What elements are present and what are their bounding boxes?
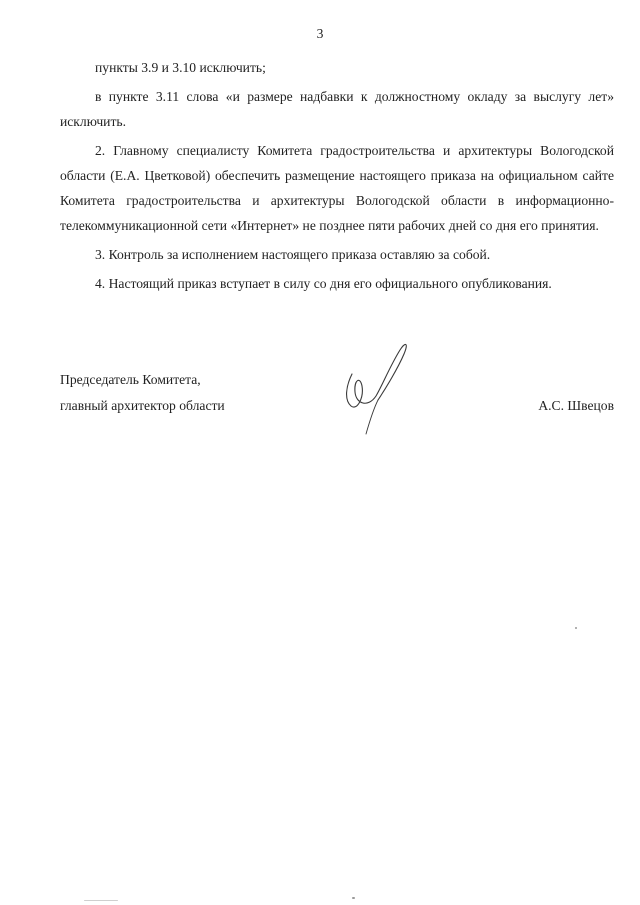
scan-artifact [352, 897, 355, 899]
scan-artifact [84, 900, 118, 901]
paragraph-item-3-11-amendment: в пункте 3.11 слова «и размере надбавки к должностному окладу за выслугу лет» исключить. [60, 88, 614, 129]
paragraph-control-clause: 3. Контроль за исполнением настоящего приказа оставляю за собой. [95, 246, 491, 262]
paragraph-publication-order: 2. Главному специалисту Комитета градостроительства и архитектуры Вологодской области (Е.А. Цветковой) обеспечить размещение настоящего приказа на официальном сайте Комитета градостроительства и архитектуры Вологодской области в информационно-телекоммуникационной сети «Интернет» не позднее пяти рабочих дней со дня его принятия. [60, 142, 614, 234]
page-number: 3 [316, 26, 324, 41]
document-body [60, 55, 614, 299]
signatory-title-line-1: Председатель Комитета, [60, 372, 201, 387]
signatory-title-line-2: главный архитектор области [60, 398, 225, 413]
paragraph-items-exclusion: пункты 3.9 и 3.10 исключить; [95, 60, 266, 75]
handwritten-signature [338, 336, 418, 440]
paragraph-effective-date: 4. Настоящий приказ вступает в силу со дня его официального опубликования. [95, 275, 552, 291]
signatory-position [60, 367, 225, 419]
scan-artifact [575, 627, 577, 629]
signatory-name: А.С. Швецов [538, 398, 614, 413]
